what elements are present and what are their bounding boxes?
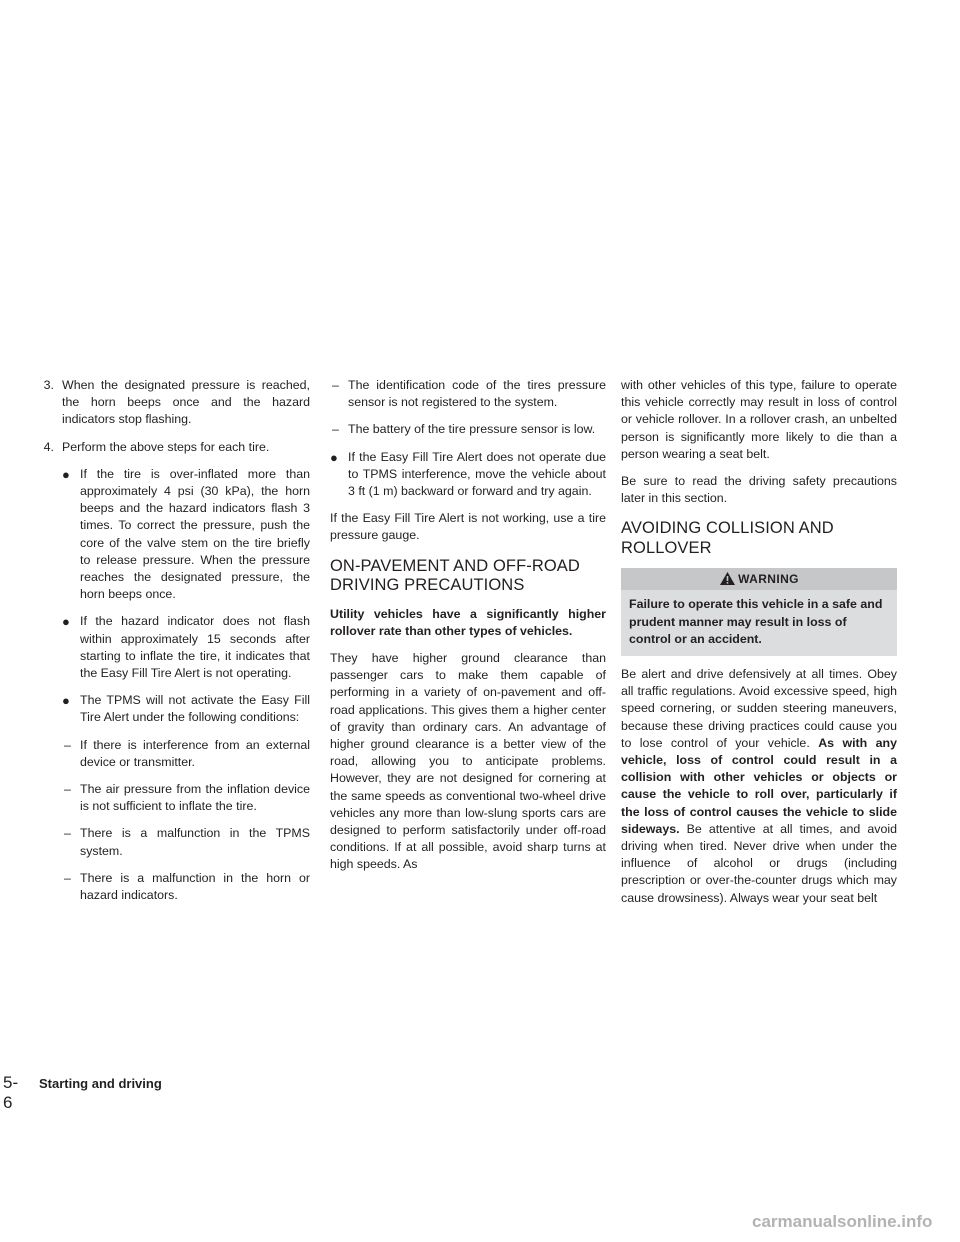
step-4 — [34, 439, 310, 456]
step-number: 3. — [43, 378, 54, 392]
dash-marker: – — [64, 737, 71, 752]
section-heading: AVOIDING COLLISION AND ROLLOVER — [621, 519, 834, 557]
dash-text: The air pressure from the inflation device is not sufficient to inflate the tire. — [80, 782, 310, 814]
bold-lead-paragraph: Utility vehicles have a significantly higher rollover rate than other types of vehicles. — [330, 606, 606, 638]
dash-item — [34, 781, 310, 815]
dash-marker: – — [64, 826, 71, 841]
warning-box — [621, 568, 897, 656]
dash-marker: – — [64, 782, 71, 797]
paragraph: with other vehicles of this type, failure to operate this vehicle correctly may result in loss of control or vehicle rollover. In a rollover crash, an unbelted person is significantly more likely to die than a person wearing a seat belt. — [621, 378, 897, 461]
dash-marker: – — [332, 378, 339, 392]
warning-label: WARNING — [738, 572, 799, 587]
column-2 — [330, 377, 606, 884]
dash-marker: – — [332, 422, 339, 437]
bullet-text: If the Easy Fill Tire Alert does not operate due to TPMS interference, move the vehicle about 3 ft (1 m) backward or forward and try again. — [348, 449, 606, 499]
paragraph-text: Be alert and drive defensively at all times. Obey all traffic regulations. Avoid excessive speed, high speed cornering, or sudden steering maneuvers, because these driving practices could cause you to lose control of your vehicle. — [621, 667, 897, 750]
warning-header — [621, 568, 897, 590]
section-title: Starting and driving — [39, 1076, 162, 1091]
dash-item — [330, 377, 606, 411]
warning-text: Failure to operate this vehicle in a safe and prudent manner may result in loss of control or an accident. — [629, 597, 883, 646]
bullet-text: If the tire is over-inflated more than approximately 4 psi (30 kPa), the horn beeps and the hazard indicators flash 3 times. To correct the pressure, push the core of the valve stem on the tire briefly to release pressure. When the pressure reaches the designated pressure, the horn beeps once. — [80, 466, 310, 602]
dash-item — [34, 825, 310, 859]
dash-text: The battery of the tire pressure sensor is low. — [348, 422, 596, 437]
page-number: 5-6 — [3, 1073, 19, 1112]
bullet-text: If the hazard indicator does not flash within approximately 15 seconds after starting to inflate the tire, it indicates that the Easy Fill Tire Alert is not operating. — [80, 614, 310, 681]
dash-marker: – — [64, 870, 71, 885]
bullet-dot-icon: ● — [62, 466, 70, 482]
paragraph: If the Easy Fill Tire Alert is not working, use a tire pressure gauge. — [330, 511, 606, 543]
paragraph-text: Be attentive at all times, and avoid driving when tired. Never drive when under the influence of alcohol or drugs (including prescription or over-the-counter drugs which may cause drowsiness). Always wear your seat belt — [621, 821, 897, 905]
bullet-dot-icon: ● — [62, 614, 70, 630]
dash-item — [330, 421, 606, 438]
bullet-item — [330, 449, 606, 501]
step-text: Perform the above steps for each tire. — [62, 439, 270, 454]
paragraph — [621, 666, 897, 907]
bullet-item — [34, 692, 310, 726]
watermark: carmanualsonline.info — [752, 1212, 933, 1231]
step-3 — [34, 377, 310, 429]
bullet-item — [34, 466, 310, 604]
dash-text: There is a malfunction in the horn or hazard indicators. — [80, 870, 310, 903]
dash-text: There is a malfunction in the TPMS system. — [80, 826, 310, 858]
bullet-item — [34, 613, 310, 682]
step-number: 4. — [43, 439, 54, 454]
paragraph: They have higher ground clearance than passenger cars to make them capable of performing in a variety of on-pavement and off-road applications. This gives them a higher center of gravity than ordinary cars. An advantage of higher ground clearance is a better view of the road, allowing you to anticipate problems. However, they are not designed for cornering at the same speeds as conventional two-wheel drive vehicles any more than low-slung sports cars are designed to perform satisfactorily under off-road conditions. If at all possible, avoid sharp turns at high speeds. As — [330, 651, 606, 872]
section-heading: ON-PAVEMENT AND OFF-ROAD DRIVING PRECAUTIONS — [330, 556, 580, 595]
dash-text: If there is interference from an external device or transmitter. — [80, 737, 310, 769]
column-1 — [34, 377, 310, 914]
bullet-text: The TPMS will not activate the Easy Fill Tire Alert under the following conditions: — [80, 693, 310, 725]
dash-item — [34, 737, 310, 771]
dash-item — [34, 870, 310, 904]
bold-text: As with any vehicle, loss of control could result in a collision with other vehicles or objects or cause the vehicle to roll over, particularly if the loss of control causes the vehicle to slide sideways. — [621, 735, 897, 836]
step-text: When the designated pressure is reached, the horn beeps once and the hazard indicators stop flashing. — [62, 378, 310, 427]
bullet-dot-icon: ● — [62, 693, 70, 709]
column-3 — [621, 377, 897, 917]
dash-text: The identification code of the tires pressure sensor is not registered to the system. — [348, 378, 606, 410]
bullet-dot-icon: ● — [330, 449, 338, 465]
warning-triangle-icon — [719, 571, 736, 586]
paragraph: Be sure to read the driving safety precautions later in this section. — [621, 474, 897, 506]
